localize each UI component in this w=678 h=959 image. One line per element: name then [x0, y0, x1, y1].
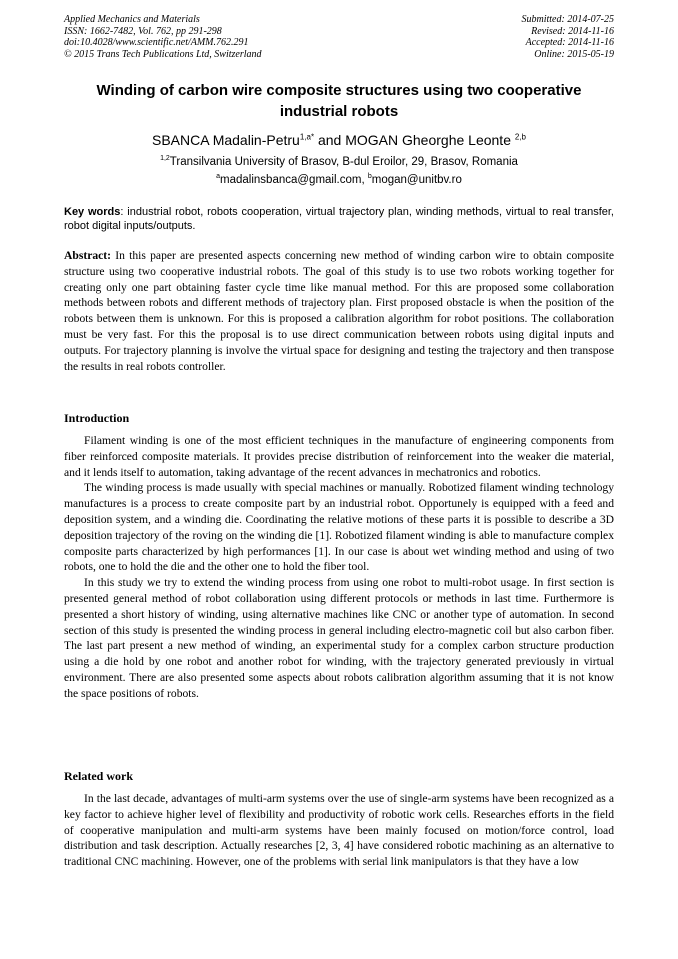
online-date: Online: 2015-05-19 — [534, 48, 614, 60]
revised-date: Revised: 2014-11-16 — [531, 25, 614, 37]
journal-name: Applied Mechanics and Materials — [64, 14, 200, 25]
keywords-text: : industrial robot, robots cooperation, virtual trajectory plan, winding methods, virtual to real transfer, robot digital inputs/outputs. — [64, 206, 614, 232]
affiliation-text: Transilvania University of Brasov, B-dul Eroilor, 29, Brasov, Romania — [169, 155, 518, 168]
abstract — [64, 248, 614, 374]
author-1: SBANCA Madalin-Petru — [152, 132, 300, 148]
paper-title: Winding of carbon wire composite structures using two cooperative industrial robots — [96, 82, 582, 120]
paragraph: In this study we try to extend the winding process from using one robot to multi-robot usage. In first section is presented general method of robot collaboration using different protocols or methods in last time. Furthermore is presented a short history of winding, using alternative machines like CNC or another type of automation. In second section of this study is presented the winding process in general including electro-magnetic coil but also carbon fiber. The last part present a new method of winding, an experimental study for a complex carbon structure production using a die hold by one robot and another robot for winding, with the trajectory generated previously in virtual environment. There are also presented some aspects about robots calibration algorithm assuming that it is not know the space positions of robots. — [64, 576, 614, 700]
accepted-date: Accepted: 2014-11-16 — [525, 37, 614, 49]
paragraph: In the last decade, advantages of multi-arm systems over the use of single-arm systems have been recognized as a key factor to achieve higher level of flexibility and productivity of robotic work cells. Researches efforts in the field of cooperative manipulation and multi-arm systems have been mainly focused on motion/force control, load distribution and task description. Actually researches [2, 3, 4] have considered robotic machining as an alternative to traditional CNC machining. However, one of the problems with serial link manipulators is that they have a low — [64, 792, 614, 869]
paragraph: The winding process is made usually with special machines or manually. Robotized filament winding technology manufactures is a process to create composite part by an industrial robot. Opportunely is equipped with a feed and deposition system, and a winding die. Coordinating the relative motions of these parts it is possible to describe a 3D deposition trajectory of the roving on the winding die [1]. Robotized filament winding is able to manufacture complex composite parts characterized by high performances [1]. In our case is about wet winding method and using of two robots, one to hold the die and the other one to hold the fiber tool. — [64, 481, 614, 574]
submitted-date: Submitted: 2014-07-25 — [521, 14, 614, 25]
affiliation — [64, 155, 614, 168]
journal-header — [64, 14, 262, 60]
related-work-body — [64, 791, 614, 870]
introduction-body — [64, 433, 614, 702]
dates-header — [522, 14, 615, 60]
introduction-heading: Introduction — [64, 411, 130, 425]
author-connector: and — [314, 132, 346, 148]
copyright: © 2015 Trans Tech Publications Ltd, Switzerland — [64, 48, 262, 60]
author-1-sup: 1,a* — [299, 132, 315, 142]
paragraph: Filament winding is one of the most efficient techniques in the manufacture of engineering components from fiber reinforced composite materials. It provides precise distribution of reinforcement into the weaker die material, and it lends itself to automation, taking advantage of the recent advances in mechatronics and robotics. — [64, 434, 614, 479]
abstract-text: In this paper are presented aspects concerning new method of winding carbon wire to obtain composite structure using two cooperative industrial robots. The goal of this study is to use two robots working together for creating only one part obtaining faster cycle time like manual method. For this are proposed some collaboration methods between robots and different methods of trajectory plan. First proposed obstacle is when the position of the robots between them is unknown. For this is proposed a calibration algorithm for robot positions. The collaboration must be very fast. For this the proposal is to use direct communication between robots using digital inputs and outputs. For trajectory planning is involve the virtual space for designing and testing the trajectory and then transpose the results in real robots controller. — [64, 249, 614, 373]
email-a-sup: a — [216, 173, 221, 180]
email-a: madalinsbanca@gmail.com, — [220, 173, 368, 186]
related-work-heading: Related work — [64, 769, 133, 783]
affiliation-sup: 1,2 — [160, 155, 170, 162]
email-line — [64, 173, 614, 186]
issn-volume: ISSN: 1662-7482, Vol. 762, pp 291-298 — [64, 25, 222, 37]
email-b: mogan@unitbv.ro — [371, 173, 462, 186]
author-2-sup: 2,b — [514, 132, 526, 142]
keywords-label: Key words — [64, 206, 121, 218]
email-b-sup: b — [367, 173, 372, 180]
author-line — [64, 132, 614, 148]
keywords — [64, 206, 614, 233]
author-2: MOGAN Gheorghe Leonte — [345, 132, 515, 148]
abstract-label: Abstract: — [64, 249, 112, 262]
doi: doi:10.4028/www.scientific.net/AMM.762.291 — [64, 37, 249, 49]
